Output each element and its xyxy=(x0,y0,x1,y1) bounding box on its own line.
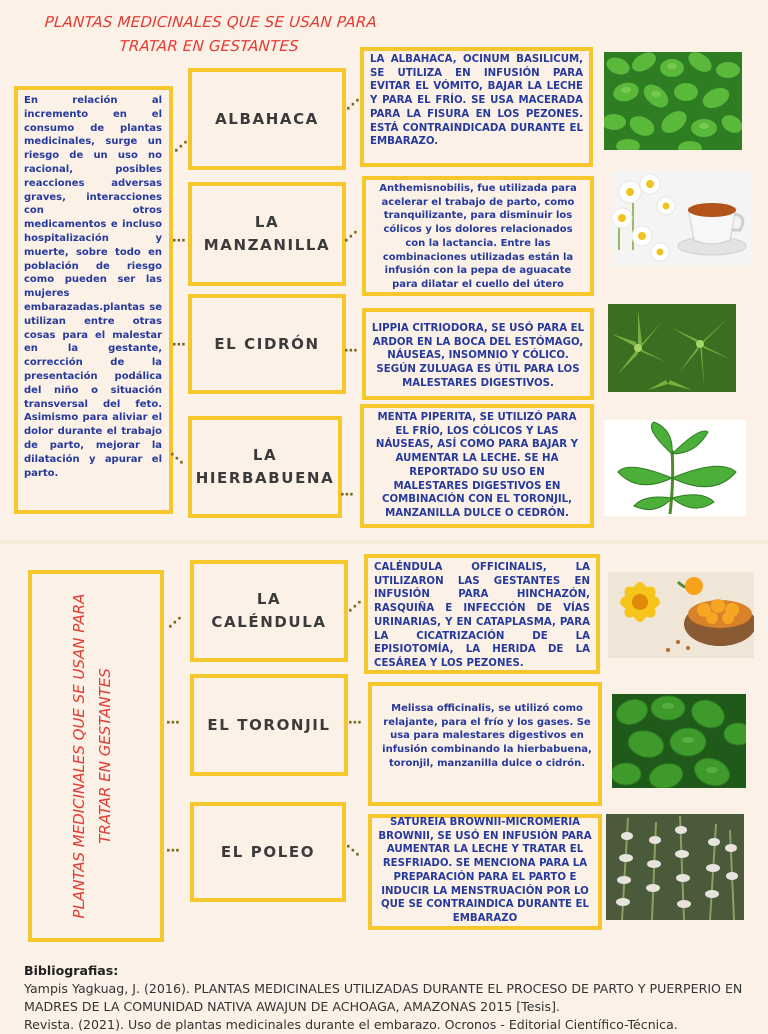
plant-name-toronjil: EL TORONJIL xyxy=(207,715,331,734)
plant-name-cidron: EL CIDRÓN xyxy=(214,334,320,353)
side-title xyxy=(66,586,126,926)
lemon-balm-photo xyxy=(612,694,746,788)
section-divider xyxy=(0,540,768,544)
bibliography xyxy=(24,962,744,1034)
pennyroyal-flowers-photo xyxy=(606,814,744,920)
connector-dots: ⋰ xyxy=(174,139,189,155)
bibliography-entry: Yampis Yagkuag, J. (2016). PLANTAS MEDICINALES UTILIZADAS DURANTE EL PROCESO DE PARTO Y PUERPERIO EN MADRES DE LA COMUNIDAD NATIVA AWAJUN DE ACHOAGA, AMAZONAS 2015 [Tesis]. xyxy=(24,981,743,1014)
connector-dots: ⋰ xyxy=(168,615,183,631)
basil-leaves-photo xyxy=(604,52,742,150)
page-title-line1: PLANTAS MEDICINALES QUE SE USAN PARA xyxy=(44,13,378,31)
connector-dots: ⋰ xyxy=(348,599,363,615)
connector-dots: ⋯ xyxy=(340,487,355,503)
bibliography-entry: Revista. (2021). Uso de plantas medicinales durante el embarazo. Ocronos - Editorial Científico-Técnica. xyxy=(24,1017,678,1032)
connector-dots: ⋯ xyxy=(348,715,363,731)
page-title-line2: TRATAR EN GESTANTES xyxy=(118,37,300,55)
plant-name-poleo: EL POLEO xyxy=(220,842,316,861)
plant-name-hierbabuena: LA HIERBABUENA xyxy=(195,446,335,487)
side-title-line1: PLANTAS MEDICINALES QUE SE USAN PARA xyxy=(70,593,88,919)
plant-description-toronjil: Melissa officinalis, se utilizó como relajante, para el frío y los gases. Se usa para malestares digestivos en infusión combinando la hierbabuena, toronjil, manzanilla dulce o cidrón. xyxy=(382,703,592,769)
plant-name-calendula: LA CALÉNDULA xyxy=(211,590,327,631)
mint-sprig-photo xyxy=(604,420,746,516)
connector-dots: ⋯ xyxy=(172,337,187,353)
plant-description-albahaca: LA ALBAHACA, OCINUM BASILICUM, SE UTILIZA EN INFUSIÓN PARA EVITAR EL VÓMITO, BAJAR LA LECHE Y PARA EL FRÍO. SE USA MACERADA PARA LA FISURA EN LOS PEZONES. ESTÁ CONTRAINDICADA DURANTE EL EMBARAZO. xyxy=(370,54,583,148)
connector-dots: ⋰ xyxy=(344,229,359,245)
plant-description-calendula: CALÉNDULA OFFICINALIS, LA UTILIZARON LAS GESTANTES EN INFUSIÓN PARA HINCHAZÓN, RASQUIÑA E INFECCIÓN DE VÍAS URINARIAS, Y EN CATAPLASMA, PARA LA CICATRIZACIÓN DE LA EPISIOTOMÍA, LA HERIDA DE LA CESÁREA Y LOS PEZONES. xyxy=(374,562,590,669)
plant-description-hierbabuena: MENTA PIPERITA, SE UTILIZÓ PARA EL FRÍO, LOS CÓLICOS Y LAS NÁUSEAS, ASÍ COMO PARA BAJAR Y AUMENTAR LA LECHE. SE HA REPORTADO SU USO EN MALESTARES DIGESTIVOS EN COMBINACIÓN CON EL TORONJIL, MANZANILLA DULCE O CEDRÓN. xyxy=(375,412,579,519)
intro-text: En relación al incremento en el consumo de plantas medicinales, surge un riesgo de un uso no racional, posibles reacciones adversas graves, interacciones con otros medicamentos e incluso hospitalización y muerte, sobre todo en población de riesgo como pueden ser las mujeres embarazadas.plantas se utilizan entre otras cosas para el malestar en la gestante, corrección de la presentación podálica del niño o situación transversal del feto. Asimismo para aliviar el dolor durante el trabajo de parto, mejorar la dilatación y apurar el parto. xyxy=(24,95,162,479)
connector-dots: ⋯ xyxy=(172,233,187,249)
bibliography-heading: Bibliografias: xyxy=(24,963,119,978)
plant-name-manzanilla: LA MANZANILLA xyxy=(203,213,331,254)
connector-dots: ⋰ xyxy=(346,97,361,113)
connector-dots: ⋯ xyxy=(166,843,181,859)
plant-description-poleo: SATUREIA BROWNII-MICROMERIA BROWNII, SE USÓ EN INFUSIÓN PARA AUMENTAR LA LECHE Y TRATAR EL RESFRIADO. SE MENCIONA PARA LA PREPARACIÓN PARA EL PARTO E INDUCIR LA MENSTRUACIÓN POR LO QUE SE CONTRAINDICA DURANTE EL EMBARAZO xyxy=(378,817,592,924)
calendula-flowers-photo xyxy=(608,572,754,658)
lemon-verbena-photo xyxy=(608,304,736,392)
connector-dots: ⋱ xyxy=(170,451,185,467)
connector-dots: ⋱ xyxy=(346,843,361,859)
connector-dots: ⋯ xyxy=(166,715,181,731)
page-title xyxy=(38,10,381,58)
plant-description-manzanilla: Anthemisnobilis, fue utilizada para acelerar el trabajo de parto, como tranquilizante, para disminuir los cólicos y los dolores relacionados con la lactancia. Entre las combinaciones utilizadas están la infusión con la pepa de aguacate para dilatar el cuello del útero xyxy=(379,183,577,290)
plant-description-cidron: LIPPIA CITRIODORA, SE USÓ PARA EL ARDOR EN LA BOCA DEL ESTÓMAGO, NÁUSEAS, INSOMNIO Y CÓLICO. SEGÚN ZULUAGA ES ÚTIL PARA LOS MALESTARES DIGESTIVOS. xyxy=(371,323,585,389)
side-title-line2: TRATAR EN GESTANTES xyxy=(96,668,114,844)
chamomile-tea-photo xyxy=(612,170,752,266)
plant-name-albahaca: ALBAHACA xyxy=(215,109,319,128)
connector-dots: ⋯ xyxy=(344,343,359,359)
